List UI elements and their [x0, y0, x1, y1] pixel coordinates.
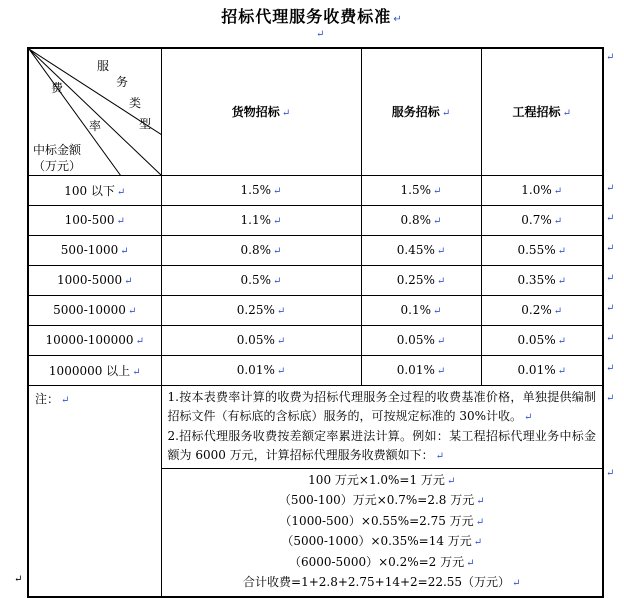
rate-cell-engineering	[481, 265, 603, 295]
paragraph-mark-icon: ↵	[120, 246, 129, 257]
paragraph-mark-icon: ↵	[281, 108, 291, 120]
fee-table	[27, 47, 604, 598]
paragraph-mark-icon: ↵	[273, 186, 282, 197]
paragraph-mark-icon: ↵	[606, 52, 615, 63]
paragraph-mark-icon: ↵	[606, 213, 615, 224]
rate-text: 0.01%	[517, 363, 556, 377]
diag-label-service-type: 型	[139, 117, 152, 131]
paragraph-mark-icon: ↵	[273, 216, 282, 227]
paragraph-mark-icon: ↵	[446, 475, 456, 487]
rate-cell-service	[361, 205, 481, 235]
rate-cell-service	[361, 355, 481, 385]
paragraph-mark-icon: ↵	[135, 336, 144, 347]
paragraph-mark-icon: ↵	[433, 186, 442, 197]
rate-text: 0.8%	[240, 243, 272, 257]
rate-cell-goods	[161, 205, 361, 235]
rate-cell-goods	[161, 265, 361, 295]
diag-label-service-type: 类	[129, 96, 142, 110]
table-row	[28, 235, 603, 265]
paragraph-mark-icon: ↵	[473, 537, 483, 548]
paragraph-mark-icon: ↵	[124, 276, 133, 287]
paragraph-mark-icon: ↵	[524, 411, 533, 423]
rate-text: 0.25%	[236, 303, 275, 317]
page-title	[0, 4, 624, 27]
rate-text: 0.01%	[236, 363, 275, 377]
rate-cell-service	[361, 175, 481, 205]
paragraph-mark-icon: ↵	[606, 303, 615, 314]
paragraph-mark-icon: ↵	[553, 306, 563, 317]
rate-cell-engineering	[481, 175, 603, 205]
rate-text: 0.8%	[400, 213, 432, 227]
paragraph-mark-icon: ↵	[557, 246, 566, 257]
rate-text: 0.1%	[400, 303, 432, 317]
calc-cell	[161, 468, 603, 597]
range-cell	[28, 205, 161, 235]
note-2	[168, 427, 597, 466]
rate-cell-service	[361, 325, 481, 355]
col-header-text: 服务招标	[391, 105, 440, 120]
paragraph-mark-icon: ↵	[512, 578, 521, 589]
diag-label-amount: 中标金额	[33, 143, 82, 157]
paragraph-mark-icon: ↵	[553, 216, 563, 227]
paragraph-mark-icon: ↵	[562, 108, 571, 120]
notes-text-cell	[161, 385, 603, 468]
paragraph-mark-icon: ↵	[606, 363, 615, 374]
col-header-text: 工程招标	[512, 105, 561, 120]
range-cell	[28, 265, 161, 295]
notes-label-cell	[28, 385, 161, 597]
paragraph-mark-icon: ↵	[435, 450, 445, 462]
calc-line	[166, 471, 599, 492]
diag-label-rate: 费	[51, 81, 64, 95]
rate-cell-service	[361, 235, 481, 265]
paragraph-mark-icon: ↵	[436, 366, 446, 377]
paragraph-mark-icon: ↵	[116, 216, 125, 227]
rate-cell-engineering	[481, 205, 603, 235]
calc-line	[166, 553, 599, 574]
range-text: 10000-100000	[45, 333, 134, 347]
paragraph-mark-icon: ↵	[116, 186, 126, 198]
range-text: 5000-10000	[53, 303, 126, 317]
calc-line	[166, 491, 599, 512]
table-row	[28, 265, 603, 295]
rate-cell-goods	[161, 235, 361, 265]
diag-label-service-type: 务	[116, 75, 129, 89]
title-text: 招标代理服务收费标准	[221, 7, 392, 26]
rate-text: 0.25%	[396, 273, 435, 287]
paragraph-mark-icon: ↵	[441, 108, 451, 120]
calc-text: （500-100）万元×0.7%=2.8 万元	[278, 493, 475, 507]
range-cell	[28, 175, 161, 205]
paragraph-mark-icon: ↵	[273, 246, 282, 257]
rate-cell-goods	[161, 295, 361, 325]
calc-line	[166, 573, 599, 594]
paragraph-mark-icon: ↵	[557, 366, 566, 377]
paragraph-mark-icon: ↵	[606, 183, 615, 194]
rate-text: 0.45%	[396, 243, 435, 257]
rate-text: 0.7%	[521, 213, 552, 227]
range-cell	[28, 235, 161, 265]
paragraph-mark-icon: ↵	[433, 216, 442, 227]
rate-text: 1.5%	[400, 183, 432, 197]
rate-text: 1.0%	[521, 183, 552, 197]
paragraph-mark-icon: ↵	[273, 276, 282, 287]
paragraph-mark-icon: ↵	[466, 557, 475, 569]
paragraph-mark-icon: ↵	[316, 29, 325, 40]
rate-cell-engineering	[481, 325, 603, 355]
range-text: 500-1000	[60, 243, 119, 257]
rate-cell-engineering	[481, 235, 603, 265]
paragraph-mark-icon: ↵	[606, 333, 615, 344]
range-text: 100-500	[64, 213, 115, 227]
col-header-engineering	[481, 48, 603, 175]
rate-text: 0.5%	[240, 273, 272, 287]
paragraph-mark-icon: ↵	[436, 276, 446, 287]
range-text: 1000000 以上	[48, 363, 131, 378]
diagonal-header-cell	[28, 48, 161, 175]
table-row	[28, 205, 603, 235]
paragraph-mark-icon: ↵	[433, 306, 442, 317]
rate-cell-engineering	[481, 295, 603, 325]
table-row	[28, 295, 603, 325]
range-cell	[28, 325, 161, 355]
range-cell	[28, 355, 161, 385]
calc-text: （5000-1000）×0.35%=14 万元	[281, 534, 472, 548]
paragraph-mark-icon: ↵	[14, 574, 23, 585]
rate-text: 0.55%	[517, 243, 556, 257]
rate-text: 0.2%	[521, 303, 552, 317]
paragraph-mark-icon: ↵	[606, 468, 615, 479]
diag-label-unit: （万元）	[33, 159, 82, 173]
rate-text: 0.35%	[517, 273, 556, 287]
paragraph-mark-icon: ↵	[606, 273, 615, 284]
table-row	[28, 175, 603, 205]
paragraph-mark-icon: ↵	[61, 394, 70, 406]
calc-text: （6000-5000）×0.2%=2 万元	[288, 554, 465, 569]
paragraph-mark-icon: ↵	[276, 336, 286, 347]
paragraph-mark-icon: ↵	[557, 336, 566, 347]
calc-line	[166, 532, 599, 553]
rate-cell-engineering	[481, 355, 603, 385]
paragraph-mark-icon: ↵	[606, 393, 615, 404]
calc-line	[166, 512, 599, 533]
rate-cell-goods	[161, 325, 361, 355]
range-text: 100 以下	[64, 183, 115, 198]
note-1-text: 1.按本表费率计算的收费为招标代理服务全过程的收费基准价格，单独提供编制招标文件（有标底的含标底）服务的，可按规定标准的 30%计收。	[167, 389, 596, 423]
calc-text: 合计收费=1+2.8+2.75+14+2=22.55（万元）	[243, 575, 511, 589]
table-row	[28, 325, 603, 355]
paragraph-mark-icon: ↵	[606, 243, 615, 254]
range-text: 1000-5000	[56, 273, 123, 287]
notes-label: 注：	[35, 391, 60, 406]
rate-text: 0.01%	[396, 363, 435, 377]
rate-text: 1.1%	[240, 213, 272, 227]
paragraph-mark-icon: ↵	[393, 14, 403, 25]
diag-label-service-type: 服	[97, 59, 110, 73]
paragraph-mark-icon: ↵	[127, 306, 137, 317]
rate-text: 0.05%	[517, 333, 556, 347]
calc-text: （1000-500）×0.55%=2.75 万元	[279, 513, 474, 528]
rate-text: 1.5%	[240, 183, 272, 197]
paragraph-mark-icon: ↵	[436, 246, 446, 257]
paragraph-mark-icon: ↵	[436, 336, 446, 347]
col-header-goods	[161, 48, 361, 175]
table-header-row	[28, 48, 603, 175]
rate-text: 0.05%	[396, 333, 435, 347]
col-header-text: 货物招标	[231, 105, 280, 120]
col-header-service	[361, 48, 481, 175]
paragraph-mark-icon: ↵	[276, 306, 286, 317]
calc-text: 100 万元×1.0%=1 万元	[308, 472, 445, 487]
rate-cell-service	[361, 265, 481, 295]
notes-row	[28, 385, 603, 468]
rate-cell-service	[361, 295, 481, 325]
paragraph-mark-icon: ↵	[557, 276, 566, 287]
note-2-text: 2.招标代理服务收费按差额定率累进法计算。例如：某工程招标代理业务中标金额为 6000 万元，计算招标代理服务收费额如下：	[167, 428, 596, 462]
paragraph-mark-icon: ↵	[553, 186, 563, 197]
rate-cell-goods	[161, 355, 361, 385]
paragraph-mark-icon: ↵	[132, 366, 141, 378]
table-row	[28, 355, 603, 385]
paragraph-mark-icon: ↵	[276, 366, 286, 377]
rate-text: 0.05%	[236, 333, 275, 347]
note-1	[168, 388, 597, 427]
range-cell	[28, 295, 161, 325]
diag-label-rate: 率	[89, 119, 102, 133]
paragraph-mark-icon: ↵	[476, 496, 485, 507]
rate-cell-goods	[161, 175, 361, 205]
paragraph-mark-icon: ↵	[475, 516, 485, 528]
